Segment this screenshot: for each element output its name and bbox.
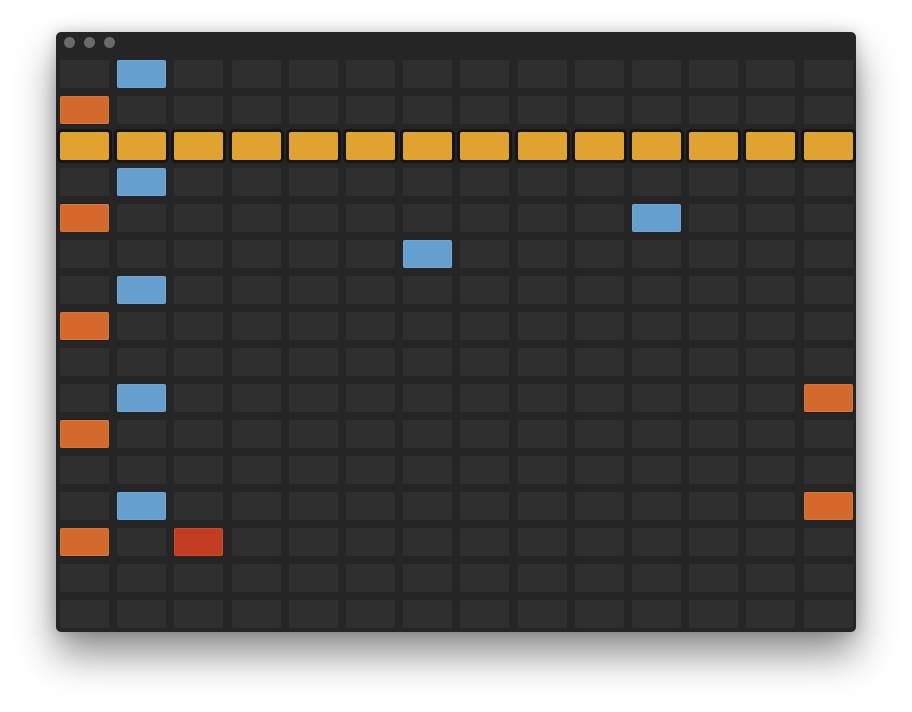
step-cell[interactable] (346, 420, 395, 448)
step-cell[interactable] (346, 312, 395, 340)
step-cell[interactable] (804, 96, 853, 124)
active-step-cell[interactable] (60, 312, 109, 340)
step-cell[interactable] (174, 204, 223, 232)
step-cell[interactable] (518, 528, 567, 556)
step-cell[interactable] (174, 60, 223, 88)
step-cell[interactable] (60, 348, 109, 376)
step-cell[interactable] (60, 168, 109, 196)
step-cell[interactable] (403, 168, 452, 196)
step-cell[interactable] (174, 96, 223, 124)
step-cell[interactable] (689, 528, 738, 556)
step-cell[interactable] (60, 60, 109, 88)
step-cell[interactable] (746, 456, 795, 484)
step-cell[interactable] (575, 600, 624, 628)
step-cell[interactable] (346, 564, 395, 592)
step-cell[interactable] (804, 312, 853, 340)
step-cell[interactable] (289, 204, 338, 232)
step-cell[interactable] (289, 348, 338, 376)
step-cell[interactable] (689, 240, 738, 268)
step-cell[interactable] (575, 204, 624, 232)
step-cell[interactable] (460, 420, 509, 448)
step-cell[interactable] (632, 492, 681, 520)
step-cell[interactable] (460, 492, 509, 520)
active-step-cell[interactable] (117, 276, 166, 304)
step-cell[interactable] (232, 168, 281, 196)
title-bar[interactable] (56, 32, 856, 54)
step-cell[interactable] (689, 420, 738, 448)
step-cell[interactable] (518, 384, 567, 412)
step-cell[interactable] (174, 312, 223, 340)
step-cell[interactable] (575, 276, 624, 304)
step-cell[interactable] (518, 600, 567, 628)
minimize-button[interactable] (84, 37, 95, 48)
step-cell[interactable] (403, 528, 452, 556)
step-cell[interactable] (689, 492, 738, 520)
step-cell[interactable] (518, 96, 567, 124)
step-cell[interactable] (403, 456, 452, 484)
step-cell[interactable] (232, 528, 281, 556)
step-cell[interactable] (518, 168, 567, 196)
step-cell[interactable] (232, 384, 281, 412)
step-cell[interactable] (232, 60, 281, 88)
step-cell[interactable] (575, 456, 624, 484)
step-cell[interactable] (346, 492, 395, 520)
step-cell[interactable] (632, 600, 681, 628)
playhead-step-cell[interactable] (289, 132, 338, 160)
step-cell[interactable] (632, 168, 681, 196)
step-cell[interactable] (575, 492, 624, 520)
step-cell[interactable] (804, 420, 853, 448)
step-cell[interactable] (346, 168, 395, 196)
sequencer-window (56, 32, 856, 632)
step-cell[interactable] (804, 528, 853, 556)
step-cell[interactable] (460, 312, 509, 340)
step-cell[interactable] (632, 240, 681, 268)
step-cell[interactable] (746, 564, 795, 592)
step-cell[interactable] (174, 600, 223, 628)
step-cell[interactable] (174, 240, 223, 268)
step-cell[interactable] (346, 528, 395, 556)
step-cell[interactable] (174, 384, 223, 412)
step-cell[interactable] (804, 600, 853, 628)
step-cell[interactable] (518, 420, 567, 448)
step-cell[interactable] (289, 420, 338, 448)
step-cell[interactable] (460, 60, 509, 88)
step-cell[interactable] (518, 60, 567, 88)
step-cell[interactable] (232, 96, 281, 124)
active-step-cell[interactable] (804, 384, 853, 412)
active-step-cell[interactable] (117, 168, 166, 196)
step-cell[interactable] (117, 528, 166, 556)
step-cell[interactable] (117, 348, 166, 376)
step-cell[interactable] (232, 564, 281, 592)
step-cell[interactable] (632, 528, 681, 556)
step-cell[interactable] (117, 564, 166, 592)
step-cell[interactable] (346, 60, 395, 88)
playhead-step-cell[interactable] (689, 132, 738, 160)
step-cell[interactable] (346, 240, 395, 268)
step-cell[interactable] (117, 420, 166, 448)
step-cell[interactable] (289, 528, 338, 556)
active-step-cell[interactable] (403, 240, 452, 268)
playhead-step-cell[interactable] (232, 132, 281, 160)
step-cell[interactable] (518, 276, 567, 304)
step-cell[interactable] (746, 600, 795, 628)
step-cell[interactable] (117, 96, 166, 124)
step-cell[interactable] (174, 348, 223, 376)
active-step-cell[interactable] (60, 96, 109, 124)
step-cell[interactable] (460, 600, 509, 628)
step-cell[interactable] (289, 276, 338, 304)
step-cell[interactable] (575, 420, 624, 448)
step-cell[interactable] (746, 204, 795, 232)
playhead-step-cell[interactable] (117, 132, 166, 160)
step-cell[interactable] (689, 456, 738, 484)
step-cell[interactable] (346, 348, 395, 376)
step-cell[interactable] (232, 600, 281, 628)
zoom-button[interactable] (104, 37, 115, 48)
step-cell[interactable] (232, 420, 281, 448)
playhead-step-cell[interactable] (746, 132, 795, 160)
step-cell[interactable] (746, 348, 795, 376)
step-cell[interactable] (460, 276, 509, 304)
step-cell[interactable] (232, 240, 281, 268)
step-cell[interactable] (232, 492, 281, 520)
step-cell[interactable] (575, 528, 624, 556)
step-cell[interactable] (575, 564, 624, 592)
step-cell[interactable] (632, 420, 681, 448)
step-cell[interactable] (518, 456, 567, 484)
active-step-cell[interactable] (60, 528, 109, 556)
step-cell[interactable] (460, 384, 509, 412)
step-cell[interactable] (689, 276, 738, 304)
step-cell[interactable] (403, 276, 452, 304)
step-cell[interactable] (174, 420, 223, 448)
active-step-cell[interactable] (117, 60, 166, 88)
step-cell[interactable] (804, 240, 853, 268)
step-cell[interactable] (518, 240, 567, 268)
step-cell[interactable] (518, 204, 567, 232)
step-cell[interactable] (60, 276, 109, 304)
step-cell[interactable] (232, 312, 281, 340)
step-cell[interactable] (689, 600, 738, 628)
step-cell[interactable] (289, 240, 338, 268)
step-cell[interactable] (117, 600, 166, 628)
step-cell[interactable] (403, 96, 452, 124)
step-cell[interactable] (174, 492, 223, 520)
step-cell[interactable] (575, 348, 624, 376)
step-cell[interactable] (289, 96, 338, 124)
active-step-cell[interactable] (632, 204, 681, 232)
step-cell[interactable] (117, 240, 166, 268)
step-cell[interactable] (689, 168, 738, 196)
step-cell[interactable] (232, 276, 281, 304)
step-cell[interactable] (746, 240, 795, 268)
step-cell[interactable] (460, 528, 509, 556)
step-cell[interactable] (403, 60, 452, 88)
step-cell[interactable] (60, 384, 109, 412)
step-cell[interactable] (575, 240, 624, 268)
step-grid (56, 54, 856, 632)
step-cell[interactable] (403, 384, 452, 412)
playhead-step-cell[interactable] (346, 132, 395, 160)
step-cell[interactable] (804, 204, 853, 232)
step-cell[interactable] (689, 312, 738, 340)
step-cell[interactable] (804, 348, 853, 376)
step-cell[interactable] (632, 564, 681, 592)
step-cell[interactable] (804, 168, 853, 196)
step-cell[interactable] (289, 60, 338, 88)
step-cell[interactable] (346, 384, 395, 412)
playhead-step-cell[interactable] (403, 132, 452, 160)
step-cell[interactable] (689, 60, 738, 88)
step-cell[interactable] (60, 492, 109, 520)
step-cell[interactable] (460, 168, 509, 196)
close-button[interactable] (64, 37, 75, 48)
step-cell[interactable] (575, 96, 624, 124)
step-cell[interactable] (689, 384, 738, 412)
step-cell[interactable] (60, 240, 109, 268)
active-step-cell[interactable] (60, 420, 109, 448)
playhead-step-cell[interactable] (575, 132, 624, 160)
active-step-cell[interactable] (117, 492, 166, 520)
step-cell[interactable] (174, 276, 223, 304)
step-cell[interactable] (460, 564, 509, 592)
step-cell[interactable] (117, 312, 166, 340)
step-cell[interactable] (632, 96, 681, 124)
step-cell[interactable] (689, 564, 738, 592)
step-cell[interactable] (460, 240, 509, 268)
active-step-cell[interactable] (60, 204, 109, 232)
step-cell[interactable] (403, 312, 452, 340)
step-cell[interactable] (746, 312, 795, 340)
playhead-step-cell[interactable] (804, 132, 853, 160)
step-cell[interactable] (632, 384, 681, 412)
step-cell[interactable] (346, 456, 395, 484)
step-cell[interactable] (346, 600, 395, 628)
step-cell[interactable] (346, 96, 395, 124)
step-cell[interactable] (632, 348, 681, 376)
step-cell[interactable] (460, 204, 509, 232)
active-step-cell[interactable] (174, 528, 223, 556)
step-cell[interactable] (575, 312, 624, 340)
step-cell[interactable] (174, 564, 223, 592)
step-cell[interactable] (346, 204, 395, 232)
step-cell[interactable] (289, 384, 338, 412)
step-cell[interactable] (60, 600, 109, 628)
playhead-step-cell[interactable] (60, 132, 109, 160)
step-cell[interactable] (518, 492, 567, 520)
step-cell[interactable] (403, 204, 452, 232)
step-cell[interactable] (117, 456, 166, 484)
step-cell[interactable] (804, 456, 853, 484)
step-cell[interactable] (346, 276, 395, 304)
step-cell[interactable] (289, 492, 338, 520)
step-cell[interactable] (632, 456, 681, 484)
step-cell[interactable] (460, 456, 509, 484)
step-cell[interactable] (60, 456, 109, 484)
step-cell[interactable] (518, 348, 567, 376)
active-step-cell[interactable] (804, 492, 853, 520)
step-cell[interactable] (746, 168, 795, 196)
step-cell[interactable] (632, 276, 681, 304)
step-cell[interactable] (575, 168, 624, 196)
step-cell[interactable] (689, 204, 738, 232)
step-cell[interactable] (518, 564, 567, 592)
playhead-step-cell[interactable] (174, 132, 223, 160)
step-cell[interactable] (403, 564, 452, 592)
playhead-step-cell[interactable] (518, 132, 567, 160)
step-cell[interactable] (174, 456, 223, 484)
step-cell[interactable] (289, 600, 338, 628)
step-cell[interactable] (289, 456, 338, 484)
step-cell[interactable] (746, 384, 795, 412)
step-cell[interactable] (632, 312, 681, 340)
step-cell[interactable] (403, 348, 452, 376)
step-cell[interactable] (575, 60, 624, 88)
step-cell[interactable] (746, 492, 795, 520)
step-cell[interactable] (403, 420, 452, 448)
step-cell[interactable] (460, 96, 509, 124)
step-cell[interactable] (746, 420, 795, 448)
step-cell[interactable] (746, 528, 795, 556)
step-cell[interactable] (174, 168, 223, 196)
step-cell[interactable] (632, 60, 681, 88)
step-cell[interactable] (746, 96, 795, 124)
step-cell[interactable] (804, 564, 853, 592)
step-cell[interactable] (232, 456, 281, 484)
step-cell[interactable] (117, 204, 166, 232)
step-cell[interactable] (289, 312, 338, 340)
step-cell[interactable] (289, 168, 338, 196)
step-cell[interactable] (232, 348, 281, 376)
step-cell[interactable] (232, 204, 281, 232)
step-cell[interactable] (746, 276, 795, 304)
playhead-step-cell[interactable] (632, 132, 681, 160)
step-cell[interactable] (518, 312, 567, 340)
step-cell[interactable] (289, 564, 338, 592)
step-cell[interactable] (804, 276, 853, 304)
step-cell[interactable] (460, 348, 509, 376)
step-cell[interactable] (689, 348, 738, 376)
step-cell[interactable] (575, 384, 624, 412)
playhead-step-cell[interactable] (460, 132, 509, 160)
step-cell[interactable] (403, 600, 452, 628)
step-cell[interactable] (804, 60, 853, 88)
step-cell[interactable] (403, 492, 452, 520)
step-cell[interactable] (746, 60, 795, 88)
step-cell[interactable] (689, 96, 738, 124)
active-step-cell[interactable] (117, 384, 166, 412)
step-cell[interactable] (60, 564, 109, 592)
